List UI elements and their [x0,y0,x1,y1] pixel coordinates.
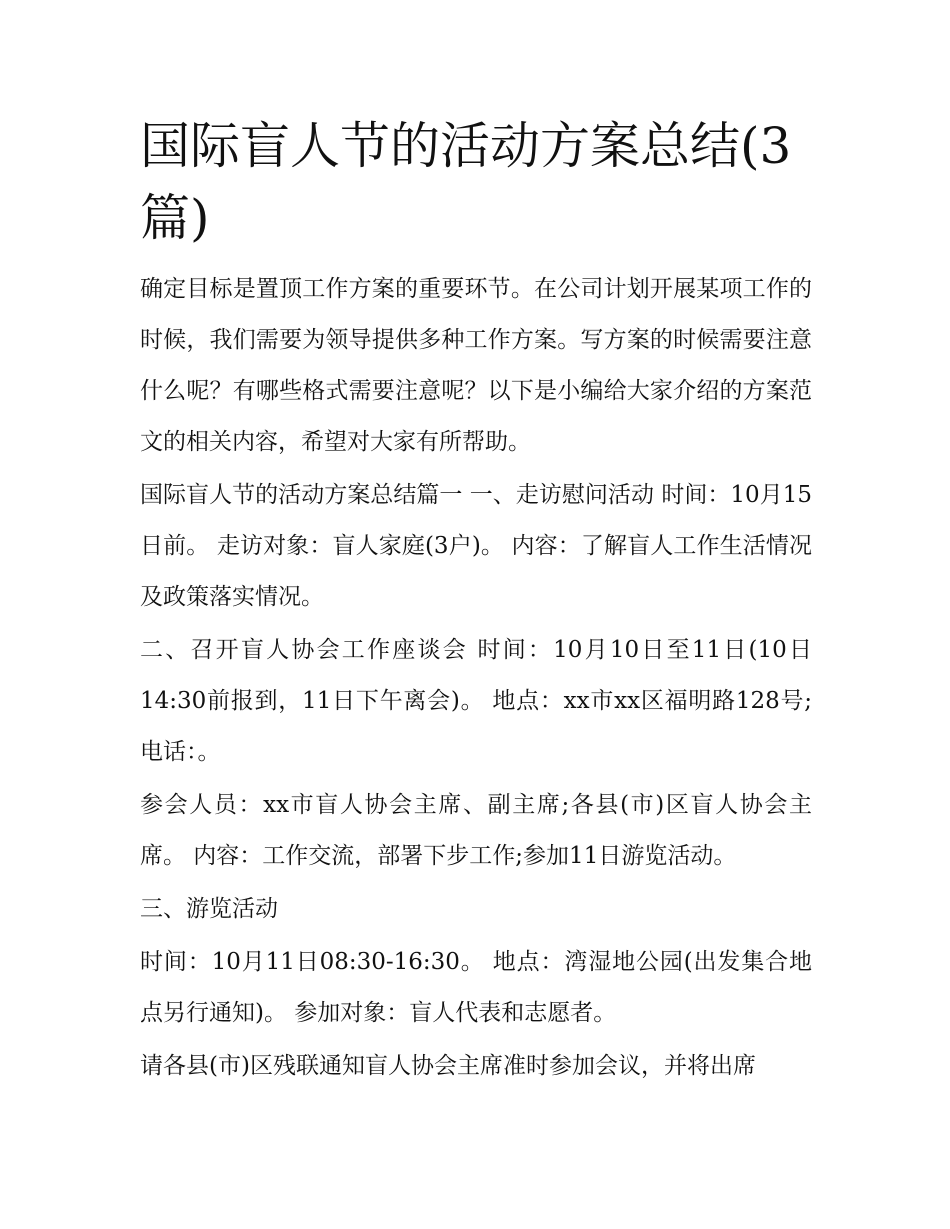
paragraph-meeting: 二、召开盲人协会工作座谈会 时间：10月10日至11日(10日14:30前报到，11日下午离会)。 地点：xx市xx区福明路128号;电话：。 [140,637,812,765]
paragraph-tour-details: 时间：10月11日08:30-16:30。 地点：湾湿地公园(出发集合地点另行通知)。 参加对象：盲人代表和志愿者。 [140,949,812,1026]
paragraph-tour-heading: 三、游览活动 [140,896,278,922]
document-title: 国际盲人节的活动方案总结(3篇) [140,117,792,247]
paragraph-notice: 请各县(市)区残联通知盲人协会主席准时参加会议，并将出席 [140,1053,756,1079]
paragraph-visit-activity: 国际盲人节的活动方案总结篇一 一、走访慰问活动 时间：10月15日前。 走访对象：盲人家庭(3户)。 内容：了解盲人工作生活情况及政策落实情况。 [140,482,812,610]
document-page [140,110,812,1092]
paragraph-intro: 确定目标是置顶工作方案的重要环节。在公司计划开展某项工作的时候，我们需要为领导提供多种工作方案。写方案的时候需要注意什么呢？有哪些格式需要注意呢？以下是小编给大家介绍的方案范文的相关内容，希望对大家有所帮助。 [140,276,812,455]
paragraph-attendees: 参会人员：xx市盲人协会主席、副主席;各县(市)区盲人协会主席。 内容：工作交流，部署下步工作;参加11日游览活动。 [140,792,812,869]
